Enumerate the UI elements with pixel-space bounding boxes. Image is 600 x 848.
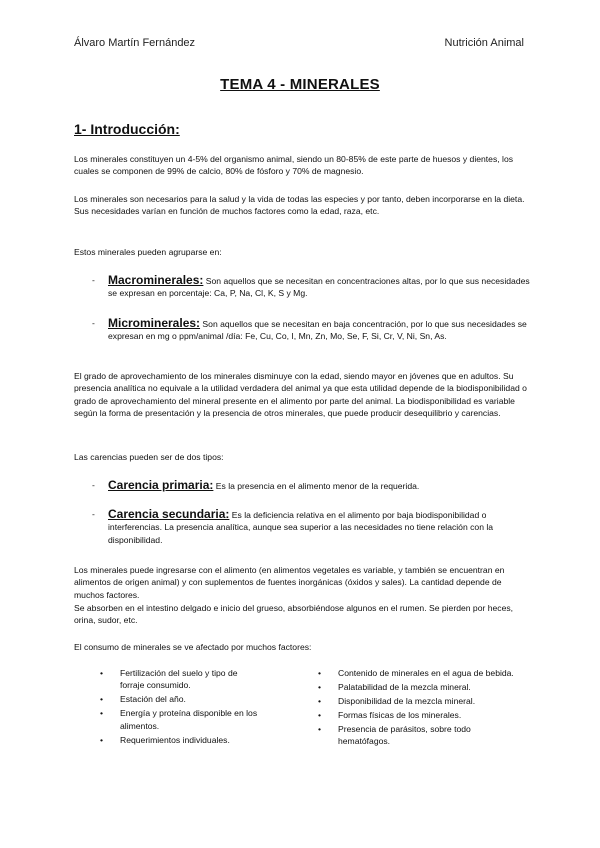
list-item: • Formas físicas de los minerales. xyxy=(318,709,462,720)
paragraph-4: El grado de aprovechamiento de los minerales disminuye con la edad, siendo mayor en jóvenes que en adultos. Su presencia analítica no equivale a la utilidad verdadera del animal ya que esta utilidad depende de la biodisponibilidad o grado de aprovechamiento del mineral presente en el alimento por parte del animal. La biodisponibilidad es variable según la forma de presentación y la presencia de otros minerales, que puede producir desequilibrio y carencias. xyxy=(74,371,527,419)
bullet-icon: • xyxy=(100,694,104,705)
paragraph-5: Las carencias pueden ser de dos tipos: xyxy=(74,452,224,462)
paragraph-2: Los minerales son necesarios para la salud y la vida de todas las especies y por tanto, deben incorporarse en la dieta. Sus necesidades varían en función de muchos factores como la edad, raza, etc. xyxy=(74,194,525,217)
header-author: Álvaro Martín Fernández xyxy=(74,37,196,49)
list-item: • Estación del año. xyxy=(100,694,186,705)
paragraph-6: Los minerales puede ingresarse con el alimento (en alimentos vegetales es variable, y también se encuentran en alimentos de origen animal) y con suplementos de fuentes inorgánicas (óxidos y sales). La cantidad depende de muchos factores. xyxy=(74,565,505,600)
section-heading: 1- Introducción: xyxy=(74,121,180,137)
paragraph-8: El consumo de minerales se ve afectado por muchos factores: xyxy=(74,642,312,652)
bullet-icon: • xyxy=(100,734,104,745)
group-item-macrominerales xyxy=(92,274,532,300)
bullet-icon: • xyxy=(318,681,322,692)
definition-carencia-secundaria: Es la deficiencia relativa en el alimento por baja biodisponibilidad o interferencias. La presencia analítica, aunque sea superior a las necesidades no tiene relación con la disponibilidad. xyxy=(108,510,494,545)
dash-marker: - xyxy=(92,275,95,285)
term-carencia-primaria: Carencia primaria: xyxy=(108,478,214,492)
deficiency-item-secundaria xyxy=(92,508,532,546)
bullet-icon: • xyxy=(318,723,322,734)
list-item: • Presencia de parásitos, sobre todo hematófagos. xyxy=(318,723,471,747)
header-subject: Nutrición Animal xyxy=(444,37,524,49)
group-item-microminerales xyxy=(92,317,532,343)
dash-marker: - xyxy=(92,318,95,328)
bullet-icon: • xyxy=(100,708,104,719)
paragraph-3: Estos minerales pueden agruparse en: xyxy=(74,247,222,257)
paragraph-7: Se absorben en el intestino delgado e inicio del grueso, absorbiéndose algunos en el rumen. Se pierden por heces, orina, sudor, etc. xyxy=(74,603,514,626)
term-macrominerales: Macrominerales: xyxy=(108,273,204,287)
bullet-icon: • xyxy=(318,709,322,720)
bullet-icon: • xyxy=(318,695,322,706)
list-item: • Requerimientos individuales. xyxy=(100,734,230,745)
bullet-icon: • xyxy=(318,668,322,678)
list-item: • Disponibilidad de la mezcla mineral. xyxy=(318,695,476,706)
definition-microminerales: Son aquellos que se necesitan en baja concentración, por lo que sus necesidades se expresan en mg o ppm/animal /día: Fe, Cu, Co, I, Mn, Zn, Mo, Se, F, Si, Cr, V, Ni, Sn, As. xyxy=(108,319,527,342)
deficiency-item-primaria xyxy=(92,479,532,492)
definition-macrominerales: Son aquellos que se necesitan en concentraciones altas, por lo que sus necesidades se expresan en porcentaje: Ca, P, Na, Cl, K, S y Mg. xyxy=(108,276,530,299)
term-carencia-secundaria: Carencia secundaria: xyxy=(108,507,230,521)
factors-left-column xyxy=(100,667,260,747)
list-item: • Palatabilidad de la mezcla mineral. xyxy=(318,681,471,692)
list-item: • Energía y proteína disponible en los alimentos. xyxy=(100,708,258,731)
dash-marker: - xyxy=(92,480,95,490)
page-title: TEMA 4 - MINERALES xyxy=(220,76,380,93)
bullet-icon: • xyxy=(100,668,104,678)
dash-marker: - xyxy=(92,509,95,519)
factors-right-column xyxy=(318,667,518,749)
paragraph-1: Los minerales constituyen un 4-5% del organismo animal, siendo un 80-85% de este parte de huesos y dientes, los cuales se componen de 99% de calcio, 80% de fósforo y 70% de magnesio. xyxy=(74,154,514,177)
term-microminerales: Microminerales: xyxy=(108,316,201,330)
definition-carencia-primaria: Es la presencia en el alimento menor de la requerida. xyxy=(213,481,420,491)
list-item: • Fertilización del suelo y tipo de forraje consumido. xyxy=(100,668,238,691)
list-item: • Contenido de minerales en el agua de bebida. xyxy=(318,668,514,678)
